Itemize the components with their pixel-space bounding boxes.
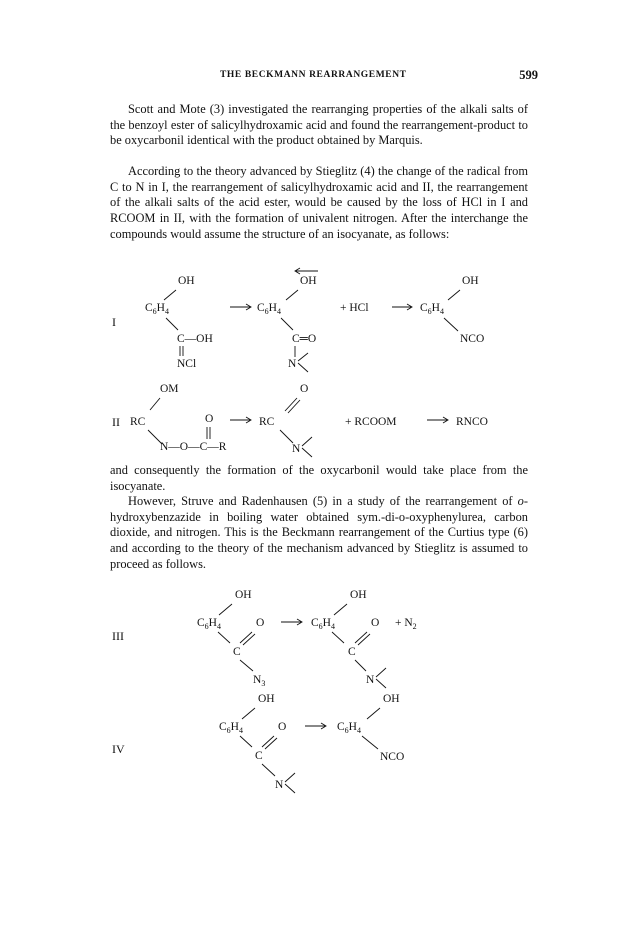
bond bbox=[444, 318, 458, 331]
n-o-c-r-chain: N—O—C—R bbox=[160, 441, 227, 453]
isocyanate-group: NCO bbox=[380, 751, 405, 763]
double-bond bbox=[288, 400, 300, 413]
double-bond bbox=[243, 634, 255, 645]
scheme-I bbox=[112, 268, 484, 372]
bond bbox=[280, 430, 293, 443]
free-valence bbox=[376, 679, 386, 688]
phenylene-group: $C_6H_4$ bbox=[337, 721, 361, 735]
rc-group: RC bbox=[130, 416, 146, 428]
scheme-label-II: II bbox=[112, 415, 120, 429]
bond bbox=[150, 398, 160, 410]
free-valence bbox=[285, 773, 295, 782]
double-bond bbox=[265, 738, 277, 749]
paragraph-text-b: -hydroxybenzazide in boiling water obtained sym.-di-o-oxyphenylurea, carbon dioxide, and nitrogen. This is the Beckmann rearrangement of the Curtius type (6) and according to the theory of the mechanism advanced by Stieglitz is assumed to proceed as follows. bbox=[110, 494, 528, 571]
bond bbox=[355, 660, 366, 671]
bond bbox=[240, 736, 252, 747]
c-oh-group: C—OH bbox=[177, 333, 213, 345]
italic-o: o bbox=[517, 494, 524, 508]
free-valence bbox=[298, 353, 308, 361]
double-bond bbox=[355, 632, 367, 643]
scheme-IV bbox=[112, 693, 404, 793]
bond bbox=[240, 660, 253, 671]
om-group: OM bbox=[160, 383, 179, 395]
free-valence bbox=[302, 448, 312, 457]
oh-group: OH bbox=[235, 589, 252, 601]
paragraph-text: Scott and Mote (3) investigated the rearranging properties of the alkali salts of the benzoyl ester of salicylhydroxamic acid and found the rearrangement-product to be oxycarbonil identical with the product obtained by Marquis. bbox=[110, 102, 528, 148]
azide-group: $N_3$ bbox=[253, 674, 266, 688]
bond bbox=[218, 632, 230, 643]
double-bond bbox=[358, 634, 370, 645]
paragraph-text: According to the theory advanced by Stieglitz (4) the change of the radical from C to N in I, the rearrangement of salicylhydroxamic acid and II, the rearrangement of the alkali salts of the acid ester, would be caused by the loss of HCl in I and RCOOM in II, with the formation of univalent nitrogen. After the interchange the compounds would assume the structure of an isocyanate, as follows: bbox=[110, 164, 528, 241]
bond bbox=[334, 604, 347, 615]
oh-group: OH bbox=[462, 275, 479, 287]
oxygen-atom: O bbox=[371, 617, 380, 629]
bond bbox=[164, 290, 176, 300]
isocyanate-group: NCO bbox=[460, 333, 485, 345]
double-bond bbox=[262, 736, 274, 747]
nitrogen-atom: N bbox=[292, 443, 301, 455]
rcoom-byproduct: + RCOOM bbox=[345, 416, 397, 428]
ncl-group: NCl bbox=[177, 358, 197, 370]
nitrogen-byproduct: + $N_2$ bbox=[395, 617, 417, 631]
bond bbox=[286, 290, 298, 300]
bond bbox=[362, 736, 378, 749]
nitrogen-atom: N bbox=[366, 674, 375, 686]
double-bond bbox=[240, 632, 252, 643]
free-valence bbox=[302, 437, 312, 446]
oxygen-atom: O bbox=[278, 721, 287, 733]
phenylene-group: $C_6H_4$ bbox=[311, 617, 335, 631]
free-valence bbox=[376, 668, 386, 677]
carbonyl-group: C═O bbox=[292, 333, 317, 345]
scheme-label-III: III bbox=[112, 629, 124, 643]
page-number: 599 bbox=[519, 68, 538, 82]
oxygen-atom: O bbox=[300, 383, 309, 395]
oh-group: OH bbox=[178, 275, 195, 287]
bond bbox=[262, 764, 275, 776]
oh-group: OH bbox=[258, 693, 275, 705]
free-valence bbox=[298, 363, 308, 372]
bond bbox=[367, 708, 380, 719]
double-bond bbox=[285, 398, 297, 411]
phenylene-group: $C_6H_4$ bbox=[219, 721, 243, 735]
phenylene-group: $C_6H_4$ bbox=[145, 302, 169, 316]
oh-group: OH bbox=[383, 693, 400, 705]
scheme-label-IV: IV bbox=[112, 742, 125, 756]
bond bbox=[166, 318, 178, 330]
oh-group: OH bbox=[350, 589, 367, 601]
rc-group: RC bbox=[259, 416, 275, 428]
rnco-product: RNCO bbox=[456, 416, 488, 428]
bond bbox=[219, 604, 232, 615]
phenylene-group: $C_6H_4$ bbox=[257, 302, 281, 316]
scheme-III bbox=[112, 589, 417, 688]
hcl-byproduct: + HCl bbox=[340, 302, 369, 314]
nitrogen-atom: N bbox=[275, 779, 284, 791]
oxygen-atom: O bbox=[256, 617, 265, 629]
carbon-atom: C bbox=[233, 646, 241, 658]
paragraph-text-a: However, Struve and Radenhausen (5) in a study of the rearrangement of bbox=[128, 494, 518, 508]
oxygen-atom: O bbox=[205, 413, 214, 425]
running-head: THE BECKMANN REARRANGEMENT bbox=[220, 70, 407, 80]
bond bbox=[242, 708, 255, 719]
carbon-atom: C bbox=[255, 750, 263, 762]
phenylene-group: $C_6H_4$ bbox=[197, 617, 221, 631]
scheme-II bbox=[112, 383, 488, 457]
bond bbox=[448, 290, 460, 300]
oh-group: OH bbox=[300, 275, 317, 287]
scheme-label-I: I bbox=[112, 315, 116, 329]
bond bbox=[281, 318, 293, 330]
paragraph-text: and consequently the formation of the oxycarbonil would take place from the isocyanate. bbox=[110, 463, 528, 493]
free-valence bbox=[285, 784, 295, 793]
nitrogen-atom: N bbox=[288, 358, 297, 370]
phenylene-group: $C_6H_4$ bbox=[420, 302, 444, 316]
bond bbox=[332, 632, 344, 643]
carbon-atom: C bbox=[348, 646, 356, 658]
